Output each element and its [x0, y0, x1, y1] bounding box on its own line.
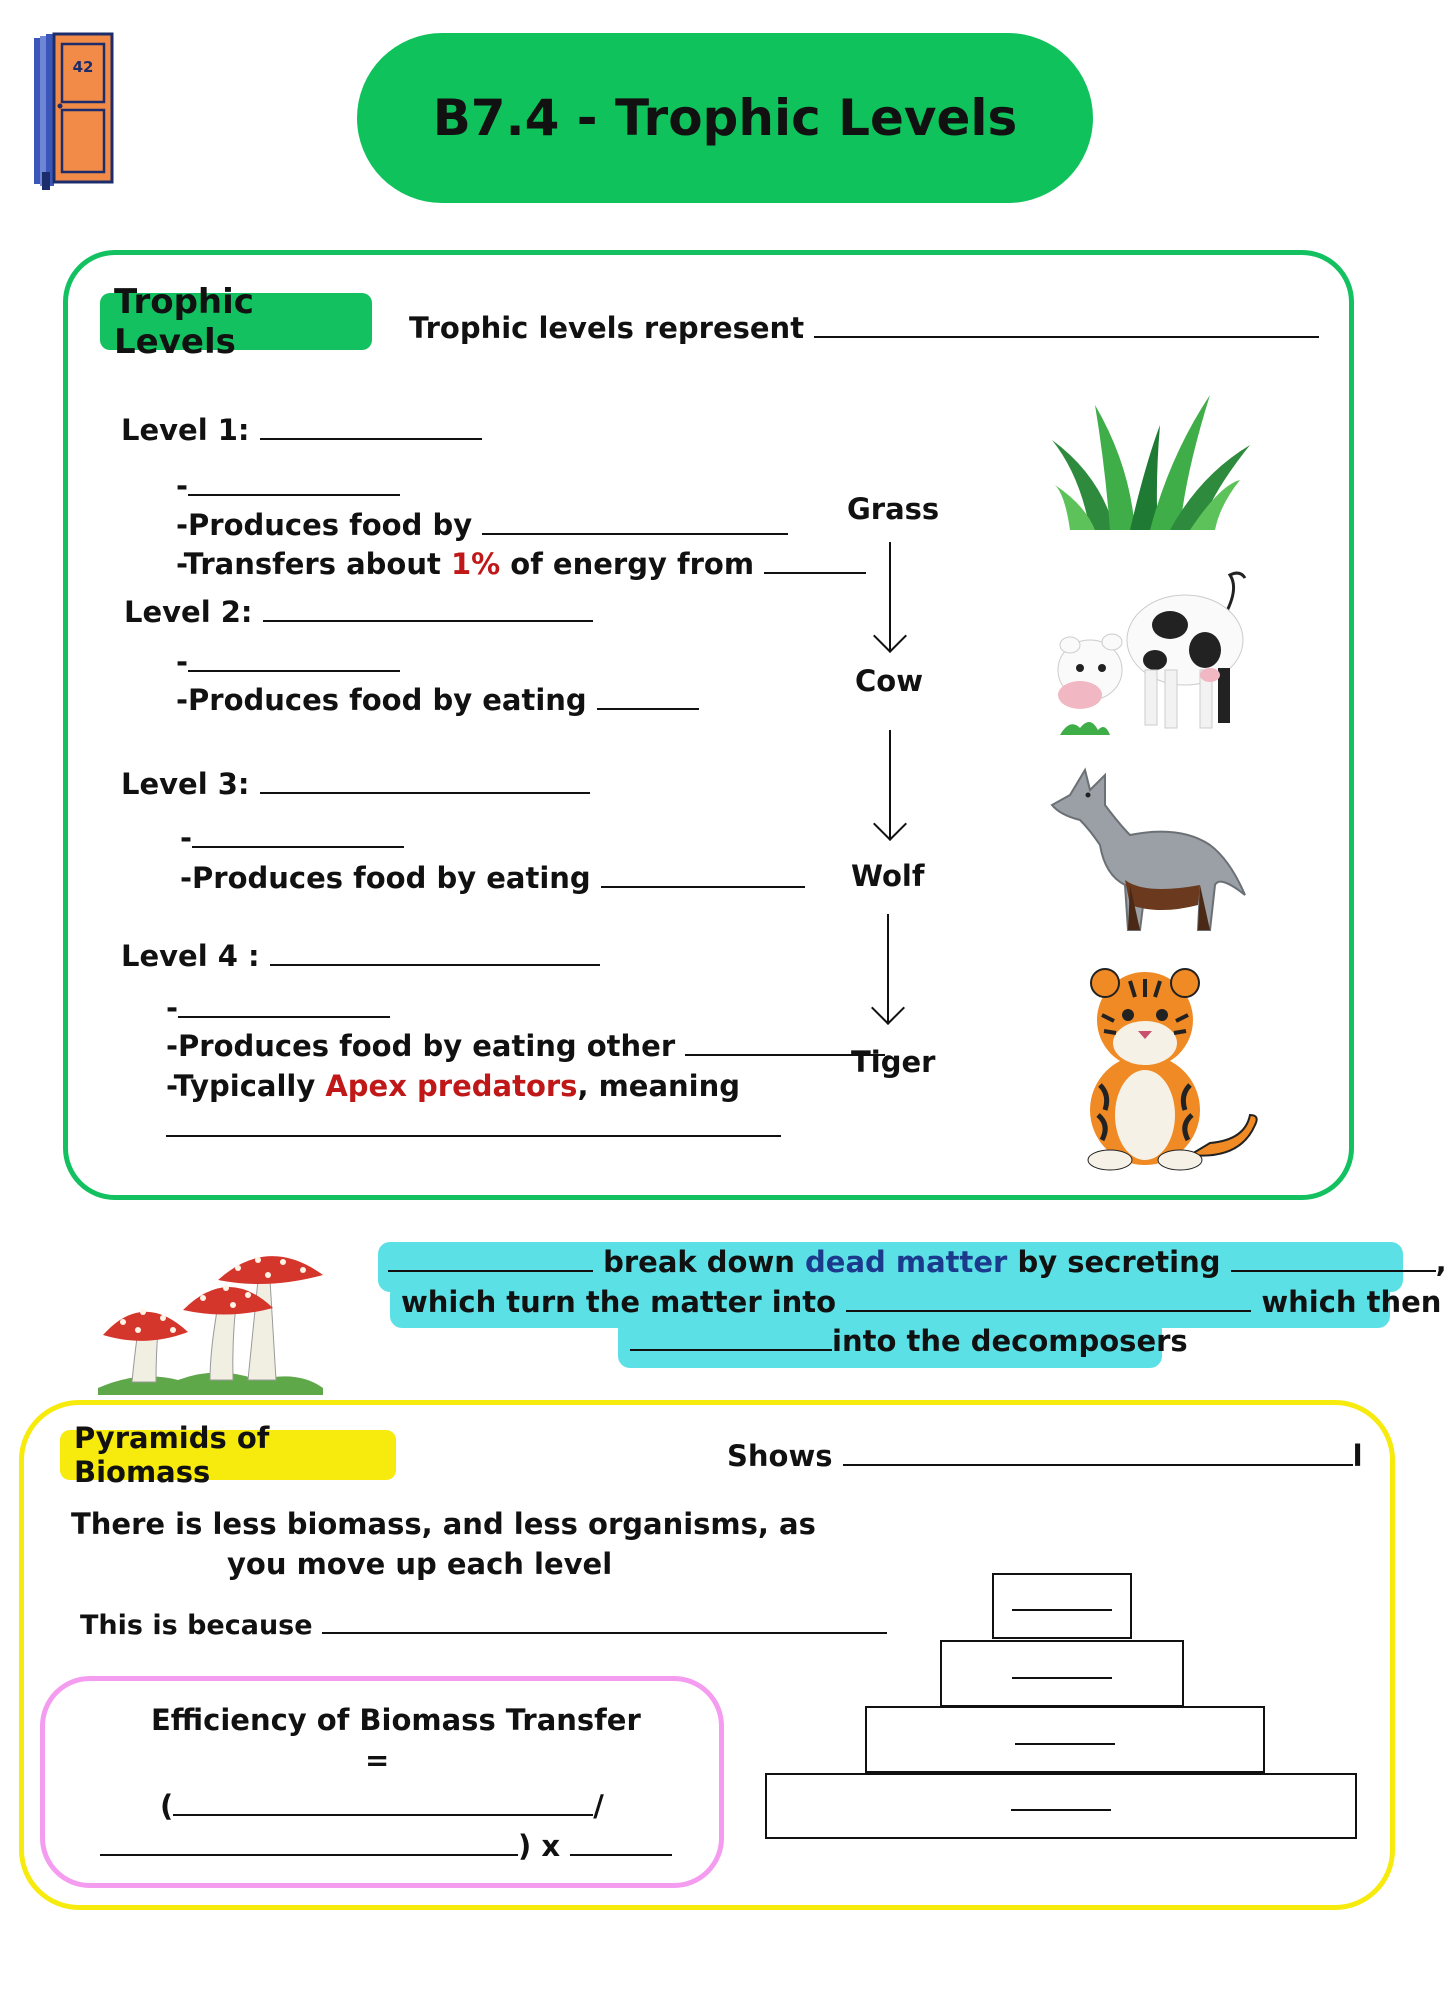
trophic-represent-line: Trophic levels represent	[409, 312, 1319, 345]
wolf-icon	[1050, 765, 1250, 935]
blank[interactable]	[388, 1246, 593, 1272]
blank[interactable]	[188, 470, 400, 496]
efficiency-denominator-line: ) x	[100, 1830, 672, 1863]
mushroom-icon	[98, 1240, 323, 1395]
level3-produces-line: -Produces food by eating	[180, 862, 805, 895]
blank[interactable]	[1012, 1669, 1112, 1679]
book-number: 42	[72, 58, 94, 76]
door-book-icon	[32, 32, 114, 192]
tiger-icon	[1040, 965, 1265, 1170]
level2-produces-line: -Produces food by eating	[176, 684, 699, 717]
level1-produces-line: -Produces food by	[176, 509, 788, 542]
level1-transfers-line: -Transfers about 1% of energy from	[176, 548, 866, 581]
biomass-less-line-1: There is less biomass, and less organisms, as	[71, 1507, 816, 1541]
level3-line: Level 3:	[121, 768, 590, 801]
blank[interactable]	[1012, 1601, 1112, 1611]
chain-tiger: Tiger	[851, 1045, 936, 1079]
chain-wolf: Wolf	[851, 859, 925, 893]
cow-icon	[1050, 550, 1250, 740]
level3-dash-line: -	[180, 822, 404, 855]
efficiency-title: Efficiency of Biomass Transfer	[151, 1703, 641, 1737]
level2-line: Level 2:	[124, 596, 593, 629]
decomposer-line-3: into the decomposers	[630, 1325, 1188, 1358]
blank[interactable]	[1231, 1246, 1436, 1272]
chain-cow: Cow	[855, 664, 923, 698]
blank[interactable]	[843, 1440, 1353, 1466]
blank[interactable]	[814, 312, 1319, 338]
blank[interactable]	[260, 768, 590, 794]
blank[interactable]	[188, 646, 400, 672]
blank[interactable]	[1011, 1801, 1111, 1811]
blank[interactable]	[630, 1325, 832, 1351]
grass-icon	[1050, 395, 1255, 530]
efficiency-equals: =	[365, 1743, 390, 1777]
pyramid-level-2[interactable]	[865, 1706, 1265, 1773]
blank[interactable]	[192, 822, 404, 848]
level4-dash-line: -	[166, 992, 390, 1025]
chain-grass: Grass	[847, 492, 940, 526]
biomass-shows-line: Shows l	[727, 1439, 1363, 1473]
blank[interactable]	[173, 1790, 593, 1816]
blank[interactable]	[263, 596, 593, 622]
biomass-because-line: This is because	[80, 1608, 887, 1641]
decomposer-line-2: which turn the matter into which then	[401, 1285, 1442, 1319]
level1-dash-line: -	[176, 470, 400, 503]
blank[interactable]	[100, 1830, 518, 1856]
title-banner	[357, 33, 1093, 203]
level2-dash-line: -	[176, 646, 400, 679]
blank[interactable]	[597, 684, 699, 710]
blank[interactable]	[570, 1830, 672, 1856]
trophic-levels-tag: Trophic Levels	[100, 293, 372, 350]
blank[interactable]	[260, 414, 482, 440]
blank[interactable]	[178, 992, 390, 1018]
pyramid-level-1[interactable]	[765, 1773, 1357, 1839]
blank[interactable]	[322, 1608, 887, 1634]
blank[interactable]	[601, 862, 805, 888]
blank[interactable]	[846, 1286, 1251, 1312]
blank[interactable]	[1015, 1735, 1115, 1745]
level4-meaning-blank[interactable]	[166, 1135, 781, 1137]
blank[interactable]	[482, 509, 788, 535]
pyramid-level-4[interactable]	[992, 1573, 1132, 1639]
blank[interactable]	[270, 940, 600, 966]
decomposer-line-1: break down dead matter by secreting ,	[388, 1246, 1447, 1279]
level4-produces-line: -Produces food by eating other	[166, 1030, 885, 1063]
level4-line: Level 4 :	[121, 940, 600, 973]
pyramid-level-3[interactable]	[940, 1640, 1184, 1707]
page-title: B7.4 - Trophic Levels	[432, 89, 1018, 147]
level4-apex-line: -Typically Apex predators, meaning	[166, 1069, 741, 1103]
biomass-less-line-2: you move up each level	[227, 1547, 613, 1581]
pyramids-of-biomass-tag: Pyramids of Biomass	[60, 1430, 396, 1480]
efficiency-numerator-line: ( /	[160, 1789, 604, 1823]
level1-line: Level 1:	[121, 414, 482, 447]
blank[interactable]	[764, 548, 866, 574]
